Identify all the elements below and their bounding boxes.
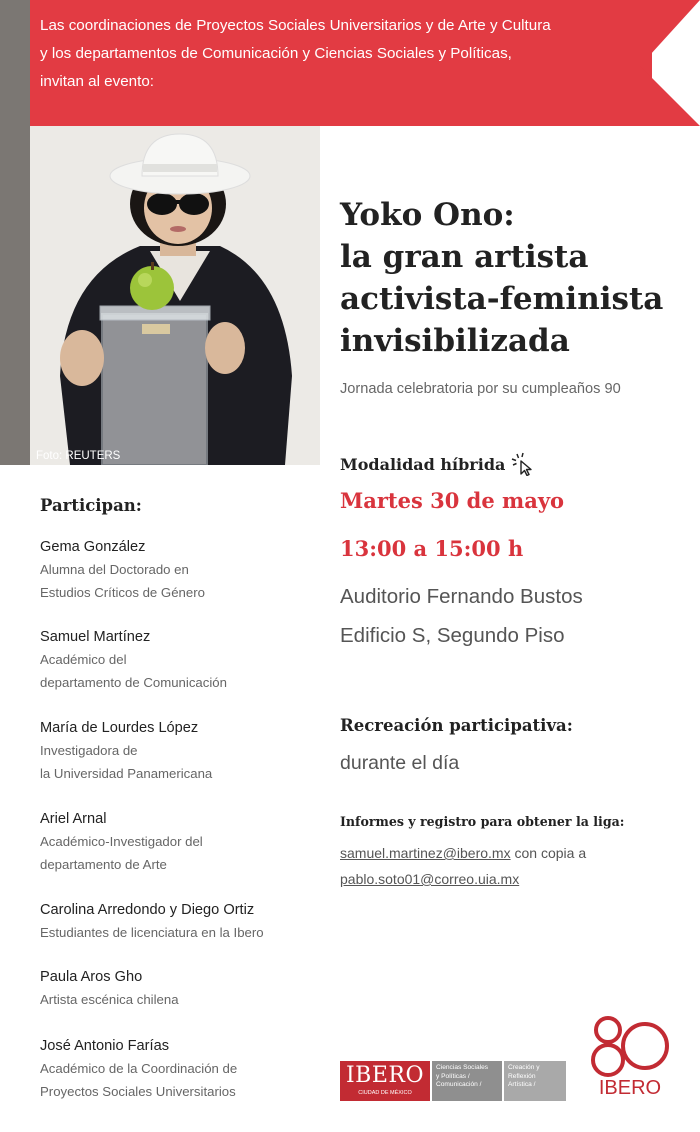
participant-item [40, 717, 212, 785]
side-gray-bar [0, 0, 30, 465]
dept-logo-line: Creación y [508, 1064, 540, 1071]
participant-desc: Académico de la Coordinación de [40, 1061, 238, 1076]
event-date: Martes 30 de mayo [340, 488, 565, 513]
event-title [340, 194, 680, 362]
participant-desc: Académico-Investigador del [40, 834, 203, 849]
venue-line: Edificio S, Segundo Piso [340, 624, 565, 647]
participant-item [40, 536, 205, 604]
participant-desc: Investigadora de [40, 743, 138, 758]
photo-credit: Foto: REUTERS [36, 450, 121, 462]
venue-line: Auditorio Fernando Bustos [340, 585, 583, 608]
ibero-logo-word: IBERO [345, 1063, 425, 1088]
dept-logo-line: y Políticas / [436, 1072, 470, 1080]
participant-name: Ariel Arnal [40, 811, 107, 827]
ibero-logo [340, 1061, 430, 1101]
dept-logo-ciencias-comunicacion [432, 1061, 502, 1101]
participant-name: María de Lourdes López [40, 720, 199, 736]
email-link-pablo[interactable]: pablo.soto01@correo.uia.mx [340, 871, 520, 887]
ibero-80-word: IBERO [598, 1077, 662, 1099]
header-line: invitan al evento: [40, 73, 154, 90]
participant-name: José Antonio Farías [40, 1038, 169, 1054]
institution-logos [340, 1061, 566, 1101]
participant-desc: Estudios Críticos de Género [40, 585, 205, 600]
participant-item [40, 808, 203, 876]
contact-line [340, 866, 586, 892]
modalidad-label [340, 452, 535, 476]
header-line: Las coordinaciones de Proyectos Sociales Universitarios y de Arte y Cultura [40, 17, 551, 34]
title-line: la gran artista [340, 239, 589, 275]
participant-desc: Artista escénica chilena [40, 992, 179, 1007]
participant-name: Carolina Arredondo y Diego Ortiz [40, 902, 255, 918]
event-venue [340, 577, 583, 655]
dept-logo-line: Ciencias Sociales [436, 1064, 489, 1071]
event-time: 13:00 a 15:00 h [340, 536, 524, 561]
header-banner-notch-bottom [640, 66, 700, 126]
participant-desc: Académico del [40, 652, 127, 667]
participant-name: Paula Aros Gho [40, 969, 143, 985]
participant-desc: departamento de Arte [40, 857, 167, 872]
dept-logo-line: Artística / [508, 1081, 536, 1088]
header-banner-notch-top [640, 0, 700, 66]
participant-item [40, 626, 227, 694]
portrait-illustration [30, 126, 320, 465]
yoko-ono-photo [30, 126, 320, 465]
participant-desc: departamento de Comunicación [40, 675, 227, 690]
title-line: activista-feminista [340, 281, 664, 317]
dept-logo-line: Reflexión [508, 1072, 536, 1080]
participant-desc: Alumna del Doctorado en [40, 562, 189, 577]
participant-name: Gema González [40, 539, 146, 555]
title-line: invisibilizada [340, 323, 570, 359]
contact-line [340, 840, 586, 866]
click-cursor-icon [511, 452, 535, 476]
participant-desc: Proyectos Sociales Universitarios [40, 1084, 236, 1099]
participant-name: Samuel Martínez [40, 629, 151, 645]
participant-item [40, 966, 179, 1011]
dept-logo-creacion [504, 1061, 566, 1101]
email-connector: con copia a [510, 845, 587, 861]
participants-heading: Participan: [40, 496, 142, 515]
email-link-samuel[interactable]: samuel.martinez@ibero.mx [340, 845, 511, 861]
participant-desc: Estudiantes de licenciatura en la Ibero [40, 925, 264, 940]
modalidad-text: Modalidad híbrida [340, 454, 506, 474]
participant-item [40, 1035, 237, 1103]
participant-desc: la Universidad Panamericana [40, 766, 213, 781]
title-line: Yoko Ono: [340, 197, 515, 233]
ibero-logo-sub: CIUDAD DE MÉXICO [358, 1090, 412, 1096]
header-invitation-text [40, 12, 645, 96]
header-line: y los departamentos de Comunicación y Ciencias Sociales y Políticas, [40, 45, 512, 62]
dept-logo-line: Comunicación / [436, 1081, 482, 1088]
recreacion-heading: Recreación participativa: [340, 716, 573, 735]
event-subtitle: Jornada celebratoria por su cumpleaños 90 [340, 381, 621, 397]
participant-item [40, 899, 264, 944]
contact-info [340, 840, 586, 892]
informes-heading: Informes y registro para obtener la liga: [340, 814, 625, 829]
recreacion-text: durante el día [340, 752, 460, 774]
